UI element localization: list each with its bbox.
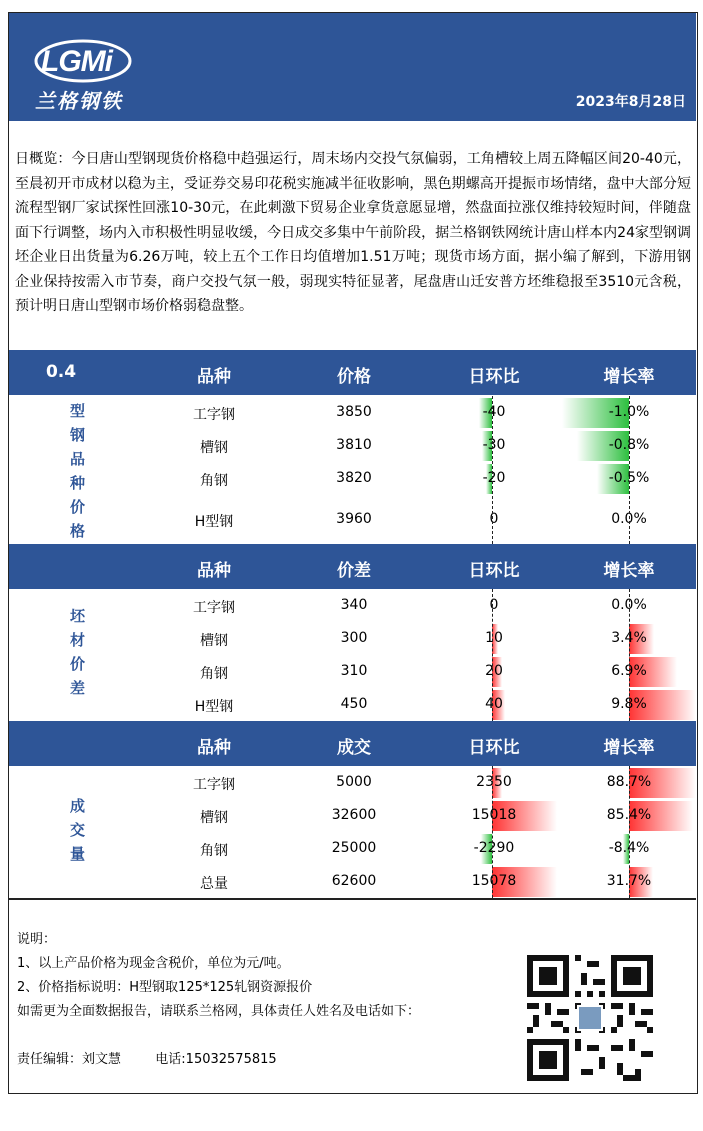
price-value: 3850 (336, 404, 372, 420)
growth-value: 3.4% (611, 630, 647, 646)
report-date: 2023年8月28日 (575, 94, 686, 110)
logo-text: LGMi (41, 45, 112, 78)
label-char: 材 (69, 631, 85, 649)
report-header (9, 13, 696, 121)
table-row (9, 589, 696, 622)
volume-value: 32600 (331, 807, 377, 823)
notes-title: 说明： (17, 932, 57, 947)
volume-value: 25000 (331, 840, 377, 856)
report-frame (8, 12, 698, 1094)
notes-line: 1、以上产品价格为现金含税价，单位为元/吨。 (17, 956, 290, 971)
notes-line: 如需更为全面数据报告，请联系兰格网，具体责任人姓名及电话如下： (17, 1004, 421, 1019)
dod-value: -20 (482, 470, 506, 486)
spread-value: 450 (340, 696, 368, 712)
table-row (9, 766, 696, 799)
col-growth: 增长率 (603, 738, 655, 758)
table-row (9, 396, 696, 429)
price-value: 3960 (336, 511, 372, 527)
dod-value: 10 (485, 630, 503, 646)
dod-value: -30 (482, 437, 506, 453)
col-variety: 品种 (197, 367, 231, 387)
label-char: 格 (69, 522, 85, 540)
variety-name: 槽钢 (200, 440, 228, 456)
zero-line (629, 589, 630, 721)
table-row (9, 799, 696, 832)
col-growth: 增长率 (603, 561, 655, 581)
dod-value: 2350 (476, 774, 512, 790)
section2-header (9, 544, 696, 589)
growth-value: 85.4% (606, 807, 652, 823)
volume-value: 5000 (336, 774, 372, 790)
section3-header (9, 721, 696, 766)
label-char: 坯 (69, 607, 85, 625)
label-char: 量 (69, 845, 85, 863)
table-row (9, 688, 696, 721)
col-price: 价格 (337, 367, 371, 387)
qr-code (527, 955, 653, 1081)
growth-value: 6.9% (611, 663, 647, 679)
col-growth: 增长率 (603, 367, 655, 387)
summary-text: 日概览：今日唐山型钢现货价格稳中趋强运行，周末场内交投气氛偏弱，工角槽较上周五降幅区间20-40元，至晨初开市成材以稳为主，受证券交易印花税实施减半征收影响，黑色期螺高开提振市场情绪，盘中大部分短流程型钢厂家试探性回涨10-30元，在此刺激下贸易企业拿货意愿显增，然盘面拉涨仅维持较短时间，伴随盘面下行调整，场内入市积极性明显收缓，今日成交多集中午前阶段，据兰格钢铁网统计唐山样本内24家型钢调坯企业日出货量为6.26万吨，较上五个工作日均值增加1.51万吨；现货市场方面，据小编了解到，下游用钢企业保持按需入市节奏，商户交投气氛一般，弱现实特征显著，尾盘唐山迁安普方坯维稳报至3510元含税，预计明日唐山型钢市场价格弱稳盘整。 (15, 151, 691, 314)
label-char: 价 (69, 498, 85, 516)
growth-value: -8.4% (608, 840, 650, 856)
editor-phone: 电话:15032575815 (155, 1052, 277, 1067)
band-value: 0.4 (45, 362, 77, 382)
label-char: 成 (69, 797, 85, 815)
volume-value: 62600 (331, 873, 377, 889)
table-row (9, 462, 696, 495)
dod-value: 40 (485, 696, 503, 712)
growth-value: -0.5% (608, 470, 650, 486)
spread-value: 340 (340, 597, 368, 613)
zero-line (629, 766, 630, 898)
table-row (9, 622, 696, 655)
spread-value: 300 (340, 630, 368, 646)
dod-value: 15078 (471, 873, 517, 889)
zero-line (492, 589, 493, 721)
variety-name: 工字钢 (193, 777, 235, 793)
label-char: 种 (69, 474, 85, 492)
growth-value: 88.7% (606, 774, 652, 790)
spread-value: 310 (340, 663, 368, 679)
variety-name: H型钢 (194, 699, 234, 715)
table-bottom-divider (9, 898, 696, 900)
dod-value: -40 (482, 404, 506, 420)
growth-value: 31.7% (606, 873, 652, 889)
growth-value: 9.8% (611, 696, 647, 712)
col-dod: 日环比 (468, 561, 520, 581)
dod-value: 0 (489, 597, 499, 613)
col-variety: 品种 (197, 738, 231, 758)
table-row (9, 832, 696, 865)
label-char: 品 (69, 450, 85, 468)
variety-name: 角钢 (200, 473, 228, 489)
variety-name: 工字钢 (193, 600, 235, 616)
col-spread: 价差 (337, 561, 371, 581)
growth-value: 0.0% (611, 597, 647, 613)
table-row (9, 503, 696, 536)
growth-value: -1.0% (608, 404, 650, 420)
section1-header (9, 350, 696, 395)
variety-name: 工字钢 (193, 407, 235, 423)
col-dod: 日环比 (468, 367, 520, 387)
label-char: 型 (69, 402, 85, 420)
col-volume: 成交 (337, 738, 371, 758)
dod-value: 15018 (471, 807, 517, 823)
label-char: 差 (69, 679, 85, 697)
variety-name: 总量 (200, 876, 228, 892)
table-row (9, 865, 696, 898)
variety-name: 角钢 (200, 666, 228, 682)
col-dod: 日环比 (468, 738, 520, 758)
zero-line (629, 396, 630, 544)
col-variety: 品种 (197, 561, 231, 581)
growth-value: 0.0% (611, 511, 647, 527)
price-value: 3810 (336, 437, 372, 453)
table-row (9, 655, 696, 688)
zero-line (492, 766, 493, 898)
zero-line (492, 396, 493, 544)
label-char: 交 (69, 821, 85, 839)
variety-name: 槽钢 (200, 810, 228, 826)
lange-logo (31, 31, 135, 113)
variety-name: 槽钢 (200, 633, 228, 649)
editor-name: 责任编辑：刘文慧 (17, 1052, 122, 1067)
variety-name: H型钢 (194, 514, 234, 530)
price-value: 3820 (336, 470, 372, 486)
notes-line: 2、价格指标说明：H型钢取125*125轧钢资源报价 (17, 980, 313, 995)
dod-value: 0 (489, 511, 499, 527)
label-char: 价 (69, 655, 85, 673)
label-char: 钢 (69, 426, 85, 444)
dod-value: -2290 (473, 840, 515, 856)
growth-value: -0.8% (608, 437, 650, 453)
logo-cn: 兰格钢铁 (35, 89, 123, 113)
table-row (9, 429, 696, 462)
variety-name: 角钢 (200, 843, 228, 859)
dod-value: 20 (485, 663, 503, 679)
notes (17, 928, 420, 1072)
